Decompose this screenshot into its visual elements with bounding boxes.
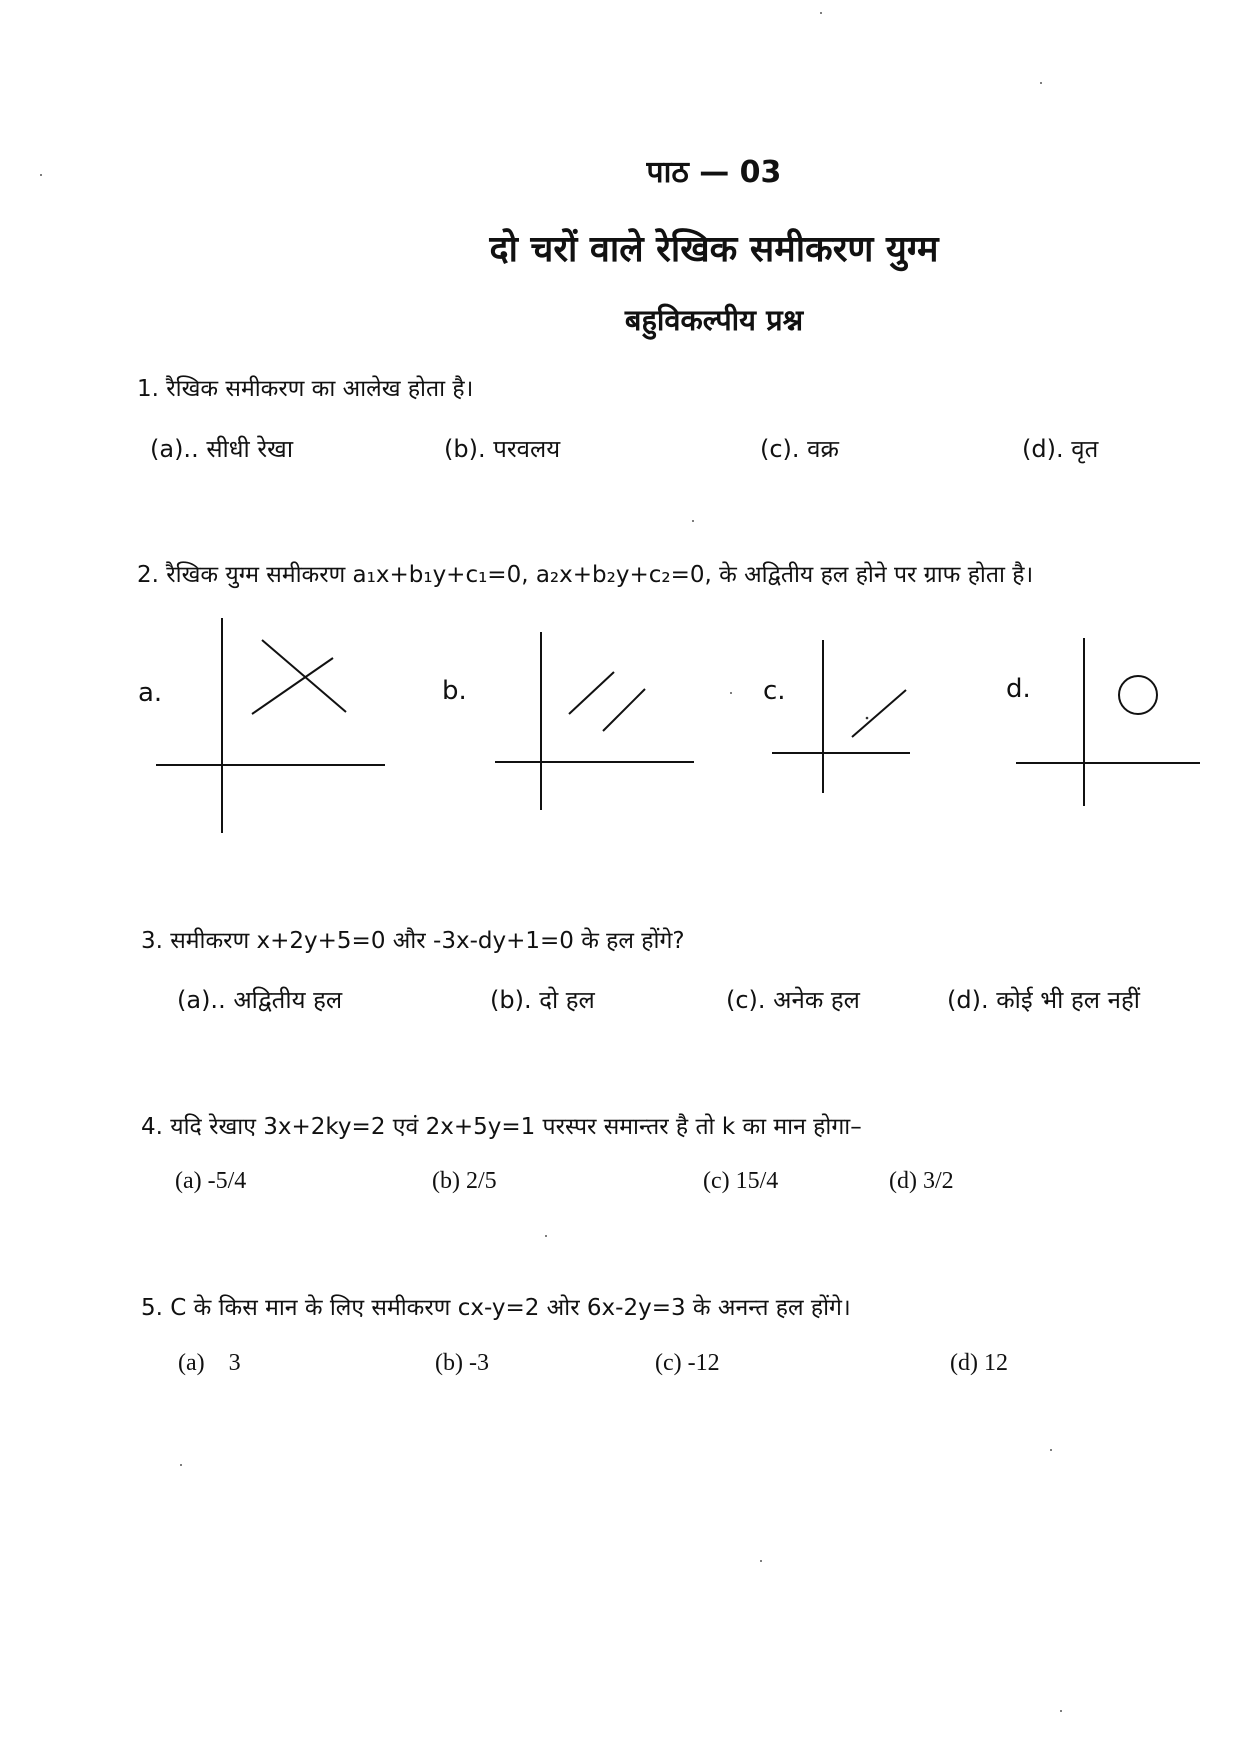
graph-a-intersecting-lines — [156, 618, 385, 833]
graph-b-line-1 — [569, 672, 614, 714]
q5-option-c: (c) -12 — [655, 1350, 720, 1376]
q3-option-a: (a).. अद्वितीय हल — [177, 986, 343, 1014]
q4-option-d: (d) 3/2 — [889, 1168, 954, 1194]
q4-option-b: (b) 2/5 — [432, 1168, 497, 1194]
q3-option-b: (b). दो हल — [490, 986, 595, 1014]
q5-option-a: (a) 3 — [178, 1350, 241, 1376]
graph-a-line-1 — [262, 640, 346, 712]
q4-option-c: (c) 15/4 — [703, 1168, 779, 1194]
q1-option-c: (c). वक्र — [760, 435, 839, 463]
graph-c-line — [852, 690, 906, 737]
question-4-text: 4. यदि रेखाए 3x+2ky=2 एवं 2x+5y=1 परस्पर समान्तर है तो k का मान होगा– — [141, 1114, 862, 1140]
graph-b-line-2 — [603, 689, 645, 731]
section-title: बहुविकल्पीय प्रश्न — [624, 303, 804, 337]
q5-option-b: (b) -3 — [435, 1350, 489, 1376]
question-3-text: 3. समीकरण x+2y+5=0 और -3x-dy+1=0 के हल होंगे? — [141, 928, 685, 954]
graph-d-circle — [1016, 638, 1200, 806]
graph-c-single-line — [772, 640, 910, 793]
graph-label-d: d. — [1006, 674, 1031, 704]
q3-option-d: (d). कोई भी हल नहीं — [947, 986, 1140, 1014]
q1-option-d: (d). वृत — [1022, 435, 1099, 463]
graph-d-circle-shape — [1119, 676, 1157, 714]
question-1-text: 1. रैखिक समीकरण का आलेख होता है। — [137, 376, 474, 402]
q5-option-d: (d) 12 — [950, 1350, 1008, 1376]
chapter-title: दो चरों वाले रेखिक समीकरण युग्म — [489, 229, 939, 270]
q3-option-c: (c). अनेक हल — [726, 986, 860, 1014]
graph-b-parallel-lines — [495, 632, 694, 810]
graph-label-b: b. — [442, 676, 467, 706]
question-2-text: 2. रैखिक युग्म समीकरण a₁x+b₁y+c₁=0, a₂x+b₂y+c₂=0, के अद्वितीय हल होने पर ग्राफ होता है। — [137, 562, 1034, 588]
lesson-number: पाठ — 03 — [646, 155, 782, 190]
q4-option-a: (a) -5/4 — [175, 1168, 247, 1194]
q1-option-a: (a).. सीधी रेखा — [150, 435, 294, 463]
graph-label-c: c. — [763, 676, 786, 706]
question-5-text: 5. C के किस मान के लिए समीकरण cx-y=2 ओर 6x-2y=3 के अनन्त हल होंगे। — [141, 1295, 851, 1321]
graph-label-a: a. — [138, 678, 163, 708]
q1-option-b: (b). परवलय — [444, 435, 561, 463]
